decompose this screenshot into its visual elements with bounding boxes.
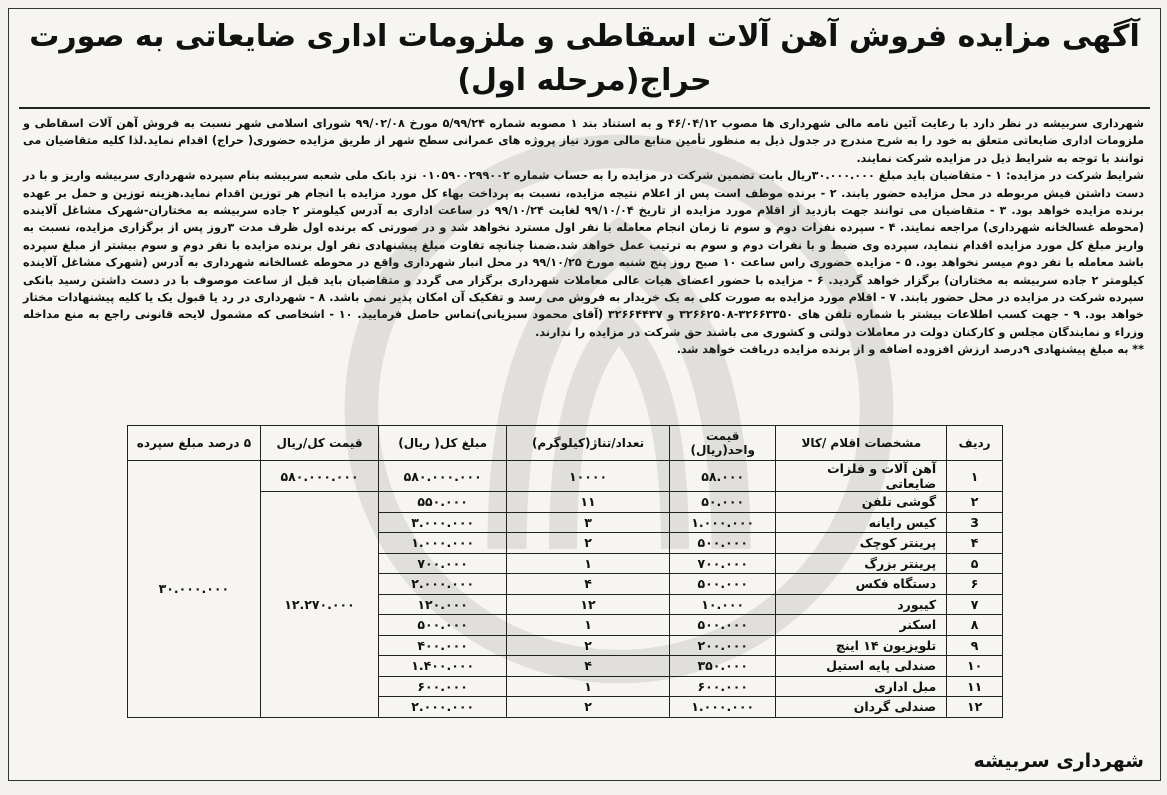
cell-item: پرینتر بزرگ xyxy=(776,553,947,574)
cell-total: ۵۰۰.۰۰۰ xyxy=(379,615,507,636)
cell-unit-price: ۵۰۰.۰۰۰ xyxy=(670,574,776,595)
cell-total: ۵۵۰.۰۰۰ xyxy=(379,492,507,513)
col-unit-price: قیمت واحد(ریال) xyxy=(670,426,776,461)
cell-row-no: ۲ xyxy=(947,492,1003,513)
cell-item: کیس رایانه xyxy=(776,512,947,533)
cell-item: صندلی پایه استیل xyxy=(776,656,947,677)
cell-qty: ۱ xyxy=(507,615,670,636)
cell-qty: ۴ xyxy=(507,574,670,595)
table-row xyxy=(128,461,1003,492)
col-item: مشخصات اقلام /کالا xyxy=(776,426,947,461)
col-deposit: ۵ درصد مبلغ سپرده xyxy=(128,426,261,461)
cell-row-no: ۸ xyxy=(947,615,1003,636)
cell-unit-price: ۶۰۰.۰۰۰ xyxy=(670,676,776,697)
cell-total: ۱.۴۰۰.۰۰۰ xyxy=(379,656,507,677)
cell-total: ۱.۰۰۰.۰۰۰ xyxy=(379,533,507,554)
cell-unit-price: ۵۰۰.۰۰۰ xyxy=(670,615,776,636)
cell-row-no: ۵ xyxy=(947,553,1003,574)
cell-total: ۴۰۰.۰۰۰ xyxy=(379,635,507,656)
cell-unit-price: ۳۵۰.۰۰۰ xyxy=(670,656,776,677)
conditions-paragraph xyxy=(23,167,1144,341)
cell-row-no: 3 xyxy=(947,512,1003,533)
vat-note: ** به مبلغ پیشنهادی ۹درصد ارزش افزوده اضافه و از برنده مزایده دریافت خواهد شد. xyxy=(676,343,1144,357)
col-total: مبلغ کل( ریال) xyxy=(379,426,507,461)
cell-row-no: ۱ xyxy=(947,461,1003,492)
cell-unit-price: ۱.۰۰۰.۰۰۰ xyxy=(670,697,776,718)
cell-unit-price: ۵۸.۰۰۰ xyxy=(670,461,776,492)
cell-total: ۷۰۰.۰۰۰ xyxy=(379,553,507,574)
cell-item: اسکنر xyxy=(776,615,947,636)
announcement-body xyxy=(9,115,1160,341)
conditions-heading: شرایط شرکت در مزایده: xyxy=(1006,169,1144,183)
cell-qty: ۱ xyxy=(507,676,670,697)
page-title: آگهی مزایده فروش آهن آلات اسقاطی و ملزومات اداری ضایعاتی به صورت حراج(مرحله اول) xyxy=(29,19,1140,98)
municipality-signature: شهرداری سربیشه xyxy=(973,750,1144,772)
cell-qty: ۴ xyxy=(507,656,670,677)
cell-row-no: ۹ xyxy=(947,635,1003,656)
cell-total: ۵۸۰.۰۰۰.۰۰۰ xyxy=(379,461,507,492)
cell-total: ۶۰۰.۰۰۰ xyxy=(379,676,507,697)
cell-item: پرینتر کوچک xyxy=(776,533,947,554)
cell-deposit: ۳۰.۰۰۰.۰۰۰ xyxy=(128,461,261,718)
cell-row-no: ۱۰ xyxy=(947,656,1003,677)
cell-row-no: ۷ xyxy=(947,594,1003,615)
cell-item: آهن آلات و فلزات ضایعاتی xyxy=(776,461,947,492)
cell-item: تلویزیون ۱۴ اینچ xyxy=(776,635,947,656)
cell-unit-price: ۲۰۰.۰۰۰ xyxy=(670,635,776,656)
cell-qty: ۲ xyxy=(507,635,670,656)
cell-total: ۱۲۰.۰۰۰ xyxy=(379,594,507,615)
table-header-row xyxy=(128,426,1003,461)
cell-unit-price: ۱۰.۰۰۰ xyxy=(670,594,776,615)
cell-row-no: ۴ xyxy=(947,533,1003,554)
auction-items-table xyxy=(127,425,1003,718)
cell-qty: ۱ xyxy=(507,553,670,574)
cell-unit-price: ۷۰۰.۰۰۰ xyxy=(670,553,776,574)
cell-item: صندلی گردان xyxy=(776,697,947,718)
cell-item: کیبورد xyxy=(776,594,947,615)
title-divider xyxy=(19,107,1150,109)
cell-row-no: ۱۲ xyxy=(947,697,1003,718)
col-qty: تعداد/تناژ(کیلوگرم) xyxy=(507,426,670,461)
document-page xyxy=(8,8,1161,781)
cell-item: مبل اداری xyxy=(776,676,947,697)
col-row-no: ردیف xyxy=(947,426,1003,461)
cell-total: ۲.۰۰۰.۰۰۰ xyxy=(379,574,507,595)
cell-item: گوشی تلفن xyxy=(776,492,947,513)
cell-unit-price: ۵۰.۰۰۰ xyxy=(670,492,776,513)
conditions-text: ۱ - متقاضیان باید مبلغ ۳۰.۰۰۰.۰۰۰ریال بابت تضمین شرکت در مزایده را به حساب شماره ۰۱۰۵۹۰۰۲۹۹۰۰۲ نزد بانک ملی شعبه سربیشه بنام سپرده شهرداری سربیشه واریز و با در دست داشتن فیش مربوطه در محل مزایده حضور یابند. ۲ - برنده موظف است پس از اعلام نتیجه مزایده، نسبت به پرداخت بهاء کل مورد مزایده با انجام هر توزین اقدام نماید.هزینه توزین و حمل بر عهده برنده مزایده خواهد بود. ۳ - متقاضیان می توانند جهت بازدید از اقلام مورد مزایده از تاریخ ۹۹/۱۰/۰۴ لغایت ۹۹/۱۰/۲۴ در ساعت اداری به آدرس کیلومتر ۲ جاده سربیشه به مختاران-شهرک مشاغل آلاینده (محوطه غسالخانه شهرداری) مراجعه نمایند. ۴ - سپرده نفرات دوم و سوم تا زمان انجام معامله با نفر اول مسترد نخواهد شد و در صورتی که برنده اول ظرف مدت ۳روز پس از برگزاری مزایده، نسبت به واریز مبلغ کل مورد مزایده اقدام ننماید، سپرده وی ضبط و با نفرات دوم و سوم به ترتیب عمل خواهد شد.ضمنا چنانچه تفاوت مبلغ پیشنهادی نفر اول برنده مزایده با نفر دوم و سوم بیشتر از مبلغ سپرده باشد معامله با نفر دوم میسر نخواهد بود. ۵ - مزایده حضوری راس ساعت ۱۰ صبح روز پنج شنبه مورخ ۹۹/۱۰/۲۵ در محل انبار شهرداری واقع در محوطه غسالخانه شهرداری به آدرس (شهرک مشاغل آلاینده کیلومتر ۲ جاده سربیشه به مختاران) برگزار خواهد گردید. ۶ - مزایده با حضور اعضای هیات عالی معاملات شهرداری برگزار می گردد و متقاضیان باید قبل از ساعت موصوف با در دست داشتن رسید بانکی سپرده شرکت در مزایده در محل حضور یابند. ۷ - اقلام مورد مزایده به صورت کلی به یک خریدار به فروش می رسد و تفکیک آن امکان پذیر نمی باشد. ۸ - شهرداری در رد یا قبول یک یا کلیه پیشنهادات مختار خواهد بود. ۹ - جهت کسب اطلاعات بیشتر با شماره تلفن های ۳۲۶۶۳۳۵۰-۳۲۶۶۲۵۰۸ و ۳۲۶۶۴۴۳۷ (آقای محمود سبزیانی)تماس حاصل فرمایید. ۱۰ - اشخاصی که مشمول لایحه قانونی راجع به منع مداخله وزراء و نمایندگان مجلس و کارکنان دولت در معاملات دولتی و کشوری می باشند حق شرکت در مزایده را ندارند. xyxy=(23,169,1144,339)
col-group-total: قیمت کل/ریال xyxy=(260,426,378,461)
cell-unit-price: ۵۰۰.۰۰۰ xyxy=(670,533,776,554)
cell-group-total-rest: ۱۲.۲۷۰.۰۰۰ xyxy=(260,492,378,718)
cell-qty: ۲ xyxy=(507,533,670,554)
cell-qty: ۱۱ xyxy=(507,492,670,513)
cell-row-no: ۱۱ xyxy=(947,676,1003,697)
intro-paragraph: شهرداری سربیشه در نظر دارد با رعایت آئین نامه مالی شهرداری ها مصوب ۴۶/۰۴/۱۲ و به استناد بند ۱ مصوبه شماره ۵/۹۹/۲۴ مورخ ۹۹/۰۲/۰۸ شورای اسلامی شهر نسبت به فروش آهن آلات اسقاطی و ملزومات اداری ضایعاتی متعلق به خود را به شرح مندرج در جدول ذیل به منظور تأمین منابع مالی مورد نیاز پروژه های عمرانی سطح شهر از طریق مزایده حضوری( حراج) اقدام نماید.لذا کلیه متقاضیان می توانند با توجه به شرایط ذیل در مزایده شرکت نمایند. xyxy=(23,117,1144,165)
cell-qty: ۲ xyxy=(507,697,670,718)
cell-row-no: ۶ xyxy=(947,574,1003,595)
cell-qty: ۱۰۰۰۰ xyxy=(507,461,670,492)
cell-qty: ۳ xyxy=(507,512,670,533)
cell-qty: ۱۲ xyxy=(507,594,670,615)
cell-group-total-first: ۵۸۰.۰۰۰.۰۰۰ xyxy=(260,461,378,492)
cell-total: ۲.۰۰۰.۰۰۰ xyxy=(379,697,507,718)
cell-unit-price: ۱.۰۰۰.۰۰۰ xyxy=(670,512,776,533)
cell-total: ۳.۰۰۰.۰۰۰ xyxy=(379,512,507,533)
cell-item: دستگاه فکس xyxy=(776,574,947,595)
